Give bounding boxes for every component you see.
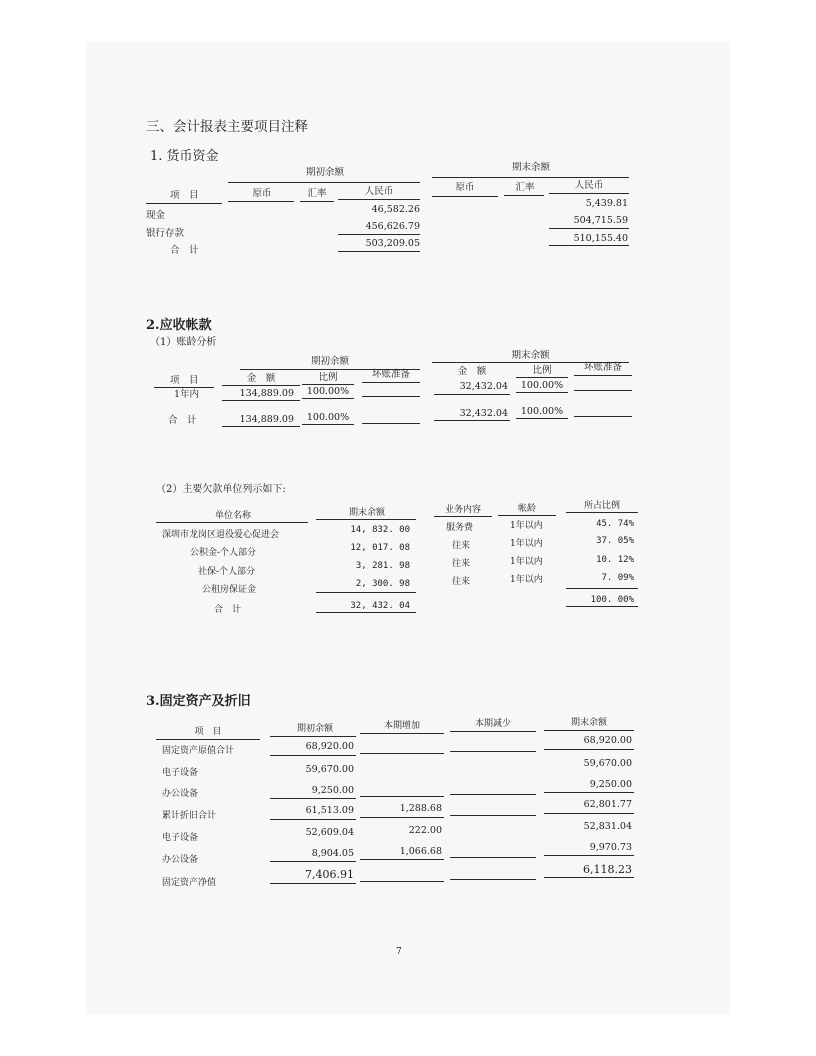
s3-rule-r3-begin [270, 819, 356, 820]
s3-row-end: 9,970.73 [589, 842, 632, 853]
s1-title: 1. 货币资金 [150, 149, 219, 164]
s2-row-name: 1年内 [174, 389, 200, 400]
s2-rule-item [154, 387, 214, 388]
debtors-rule-name [156, 522, 308, 523]
s3-rule-r2-begin [270, 798, 356, 799]
s2-rule-r1-amount-end [434, 394, 510, 395]
debtor-balance: 12, 017. 08 [350, 543, 410, 553]
debtors-rule-balance [316, 519, 416, 520]
s1-rule-total-end [549, 245, 629, 246]
s3-rule-head-sub [450, 731, 536, 732]
debtors-col-balance: 期末余额 [348, 508, 385, 518]
s3-row-add: 1,288.68 [399, 803, 442, 814]
s2-rule-r1-reserve-begin [362, 396, 420, 397]
debtors-col-business: 业务内容 [444, 505, 481, 515]
s3-row-begin: 61,513.09 [305, 805, 354, 816]
s3-row-end: 52,831.04 [583, 821, 632, 832]
page-number: 7 [396, 947, 402, 957]
s1-col-rmb-end: 人民币 [574, 180, 604, 191]
s3-rule-r6-sub [450, 879, 536, 880]
debtor-business: 往来 [452, 559, 471, 569]
debtors-col-name: 单位名称 [214, 511, 251, 521]
s3-row-name: 办公设备 [162, 855, 199, 865]
debtors-total-balance: 32, 432. 04 [350, 601, 410, 611]
s1-rule-item [146, 203, 222, 204]
s2-rule-total-ratio-end [516, 418, 568, 419]
s3-row-begin: 7,406.91 [305, 868, 354, 881]
debtor-business: 往来 [452, 577, 471, 587]
debtors-rule-total-pct [566, 606, 638, 607]
s2-title: 2.应收帐款 [146, 318, 212, 333]
s3-row-begin: 68,920.00 [305, 741, 354, 752]
debtors-rule-business [434, 516, 492, 517]
debtors-rule-pct [566, 512, 638, 513]
s3-rule-r6-add [360, 881, 444, 882]
s3-rule-head-add [360, 733, 444, 734]
debtor-balance: 3, 281. 98 [355, 561, 410, 571]
s1-row-begin: 456,626.79 [365, 221, 420, 232]
s3-rule-r5-begin [270, 861, 356, 862]
s1-row-end: 504,715.59 [573, 215, 628, 226]
s1-rule-total-begin [338, 251, 420, 252]
s1-rule-sum-begin [338, 234, 420, 235]
s3-row-end: 9,250.00 [589, 779, 632, 790]
s3-rule-r6-end [544, 877, 634, 878]
s1-group-begin: 期初余额 [305, 167, 344, 178]
s1-col-rate-begin: 汇率 [307, 188, 327, 199]
s2-rule-r1-ratio-end [516, 392, 568, 393]
s3-row-end: 59,670.00 [583, 758, 632, 769]
s1-row-name: 合 计 [170, 245, 199, 256]
s3-row-begin: 8,904.05 [311, 848, 354, 859]
s2-row-amount-end: 32,432.04 [459, 408, 508, 419]
s3-rule-r5-add [360, 859, 444, 860]
debtor-pct: 37. 05% [596, 536, 634, 546]
debtor-age: 1年以内 [510, 521, 543, 531]
s3-rule-r3-end [544, 813, 634, 814]
debtors-col-age: 帐龄 [517, 504, 536, 514]
debtor-name: 公积金-个人部分 [190, 548, 257, 558]
s3-row-add: 222.00 [408, 825, 442, 836]
s1-col-rmb-begin: 人民币 [364, 186, 394, 197]
s2-rule-total-amount-begin [222, 426, 300, 427]
s2-row-ratio-end: 100.00% [520, 406, 564, 417]
debtors-total-pct: 100. 00% [590, 595, 634, 605]
s3-rule-r0-add [360, 753, 444, 754]
s2-rule-r1-amount-begin [222, 400, 300, 401]
s1-row-begin: 503,209.05 [365, 238, 420, 249]
debtor-age: 1年以内 [510, 539, 543, 549]
s3-row-begin: 52,609.04 [305, 827, 354, 838]
debtor-pct: 45. 74% [596, 519, 634, 529]
s2-rule-reserve-begin [362, 382, 420, 383]
s2-col-reserve-end: 坏账准备 [583, 362, 622, 373]
s3-rule-head-item [156, 739, 260, 740]
s1-row-end: 5,439.81 [585, 198, 628, 209]
s3-col-item: 项 目 [194, 727, 222, 737]
s2-rule-r1-reserve-end [574, 390, 632, 391]
s3-rule-r5-end [544, 855, 634, 856]
s2-col-amount-begin: 金 额 [246, 373, 276, 384]
s2-row-ratio-end: 100.00% [520, 380, 564, 391]
s2-row-amount-begin: 134,889.09 [239, 414, 294, 425]
s1-group-begin-rule [228, 182, 420, 183]
s3-title: 3.固定资产及折旧 [146, 694, 251, 709]
s1-row-begin: 46,582.26 [371, 204, 420, 215]
s1-rule-rmb-end [549, 193, 629, 194]
s1-col-orig-end: 原币 [455, 182, 475, 193]
debtors-col-pct: 所占比例 [583, 501, 620, 511]
s1-col-item: 项 目 [170, 190, 199, 201]
s3-rule-r3-sub [450, 815, 536, 816]
debtor-business: 服务费 [446, 523, 474, 533]
debtors-rule-total-balance [316, 612, 416, 613]
section-heading: 三、会计报表主要项目注释 [146, 119, 308, 135]
debtor-name: 深圳市龙岗区退役爱心促进会 [162, 530, 280, 540]
s1-row-end: 510,155.40 [573, 233, 628, 244]
s2-group-begin: 期初余额 [310, 356, 349, 367]
s2-col-item: 项 目 [170, 375, 199, 386]
s1-row-name: 现金 [146, 210, 166, 221]
s2-rule-r1-ratio-begin [302, 398, 354, 399]
s1-rule-rmb-begin [338, 199, 420, 200]
s2-sub1: （1）账龄分析 [150, 337, 217, 348]
debtors-rule-age [498, 515, 556, 516]
s1-rule-rate-end [504, 195, 544, 196]
s3-rule-r0-end [544, 749, 634, 750]
debtor-business: 往来 [452, 541, 471, 551]
s3-rule-r0-begin [270, 755, 356, 756]
s3-row-name: 累计折旧合计 [162, 811, 217, 821]
s1-row-name: 银行存款 [146, 228, 185, 239]
s3-row-end: 62,801.77 [583, 799, 632, 810]
s1-rule-sum-end [549, 228, 629, 229]
s3-row-begin: 59,670.00 [305, 764, 354, 775]
s3-row-add: 1,066.68 [399, 846, 442, 857]
s3-rule-r2-sub [450, 794, 536, 795]
s3-row-end: 68,920.00 [583, 735, 632, 746]
s3-rule-r5-sub [450, 857, 536, 858]
debtor-balance: 14, 832. 00 [350, 525, 410, 535]
s1-rule-orig-end [432, 196, 498, 197]
s3-col-add: 本期增加 [383, 721, 420, 731]
s3-row-begin: 9,250.00 [311, 785, 354, 796]
s3-rule-r6-begin [270, 883, 356, 884]
debtors-total-name: 合 计 [214, 605, 242, 615]
s2-row-amount-end: 32,432.04 [459, 381, 508, 392]
s2-rule-amount-begin [222, 385, 300, 386]
debtor-name: 社保-个人部分 [198, 567, 256, 577]
debtor-balance: 2, 300. 98 [355, 579, 410, 589]
debtor-age: 1年以内 [510, 557, 543, 567]
s2-rule-total-amount-end [434, 420, 510, 421]
s2-group-end: 期末余额 [511, 350, 550, 361]
s3-row-name: 办公设备 [162, 789, 199, 799]
debtor-name: 公租房保证金 [202, 585, 257, 595]
s1-col-orig-begin: 原币 [252, 188, 272, 199]
debtor-pct: 7. 09% [601, 573, 634, 583]
s2-row-ratio-begin: 100.00% [306, 386, 350, 397]
debtors-rule-sum-balance [316, 592, 416, 593]
s3-row-name: 固定资产原值合计 [162, 746, 235, 756]
s1-group-end: 期末余额 [511, 162, 550, 173]
s2-col-reserve-begin: 坏账准备 [371, 369, 410, 380]
s3-rule-r2-end [544, 792, 634, 793]
s2-col-ratio-end: 比例 [532, 365, 552, 376]
s2-rule-total-ratio-begin [302, 424, 354, 425]
debtors-rule-sum-pct [566, 588, 638, 589]
s2-rule-total-reserve-begin [362, 423, 420, 424]
s3-rule-r2-add [360, 796, 444, 797]
s3-rule-head-end [544, 730, 634, 731]
s2-rule-reserve-end-top [574, 375, 632, 376]
s2-row-name: 合 计 [168, 415, 197, 426]
s3-row-name: 固定资产净值 [162, 878, 217, 888]
s3-col-begin: 期初余额 [296, 724, 333, 734]
s2-sub2: （2）主要欠款单位列示如下: [156, 484, 286, 495]
s1-rule-rate-begin [300, 201, 334, 202]
s3-row-name: 电子设备 [162, 833, 199, 843]
s2-row-ratio-begin: 100.00% [306, 412, 350, 423]
s1-col-rate-end: 汇率 [515, 182, 535, 193]
s3-rule-r3-add [360, 817, 444, 818]
s2-rule-total-reserve-end [574, 416, 632, 417]
s3-col-end: 期末余额 [570, 718, 607, 728]
debtor-age: 1年以内 [510, 575, 543, 585]
s3-row-name: 电子设备 [162, 768, 199, 778]
s3-rule-head-begin [270, 736, 356, 737]
s2-row-amount-begin: 134,889.09 [239, 388, 294, 399]
s3-rule-r0-sub [450, 751, 536, 752]
s2-rule-ratio-begin [302, 384, 354, 385]
s1-group-end-rule [432, 177, 629, 178]
debtor-pct: 10. 12% [596, 555, 634, 565]
s2-rule-ratio-end-top [516, 377, 568, 378]
s3-col-sub: 本期减少 [474, 719, 511, 729]
s3-row-end: 6,118.23 [583, 863, 632, 876]
s2-col-ratio-begin: 比例 [318, 372, 338, 383]
s1-rule-orig-begin [228, 201, 294, 202]
s2-col-amount-end: 金 额 [457, 366, 487, 377]
